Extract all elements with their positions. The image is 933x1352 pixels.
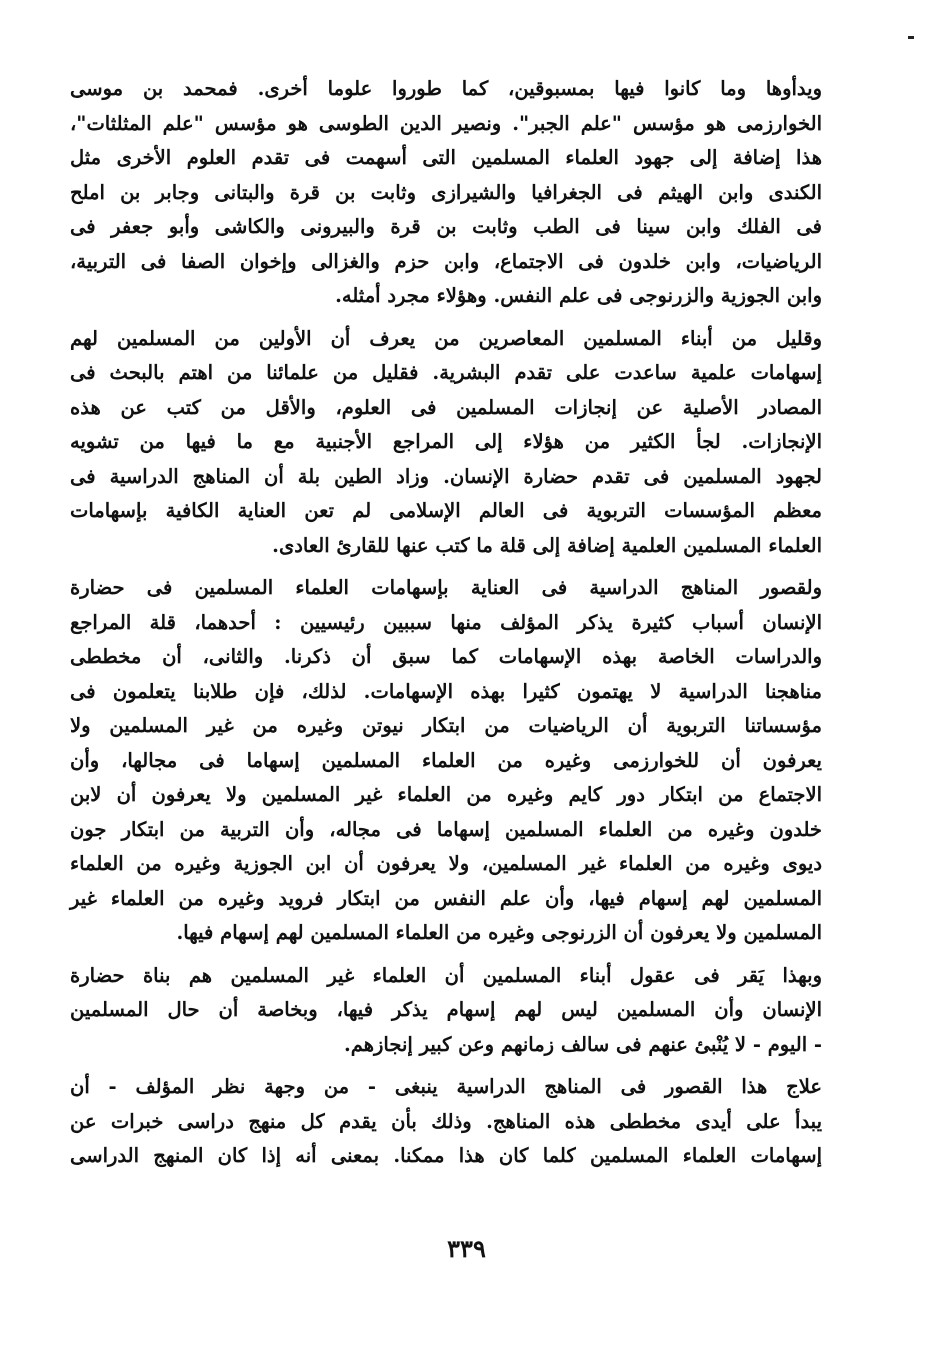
paragraph-1 <box>70 72 822 314</box>
text-line: ديوى وغيره من العلماء غير المسلمين، ولا يعرفون أن ابن الجوزية وغيره من العلماء <box>70 852 822 875</box>
text-line: المسلمين ولا يعرفون أن الزرنوجى وغيره من العلماء المسلمين لهم إسهام فيها. <box>176 921 822 944</box>
text-line: معظم المؤسسات التربوية فى العالم الإسلامى لم تعن العناية الكافية بإسهامات <box>70 499 822 522</box>
text-line: المسلمين لهم إسهام فيها، وأن علم النفس من ابتكار فرويد وغيره من العلماء غير <box>70 886 822 910</box>
text-line: الاجتماع من ابتكار دور كايم وغيره من العلماء غير المسلمين ولا يعرفون أن لابن <box>70 783 822 806</box>
text-line: فى الفلك وابن سينا فى الطب وثابت بن قرة والبيرونى والكاشى وأبو جعفر فى <box>70 215 822 238</box>
page-body <box>70 72 822 1182</box>
text-line: والدراسات الخاصة بهذه الإسهامات كما سبق أن ذكرنا. والثانى، أن مخططى <box>70 645 822 668</box>
text-line: هذا إضافة إلى جهود العلماء المسلمين التى أسهمت فى تقدم العلوم الأخرى مثل <box>70 146 822 169</box>
text-line: لجهود المسلمين فى تقدم حضارة الإنسان. وزاد الطين بلة أن المناهج الدراسية فى <box>70 464 822 488</box>
text-line: العلماء المسلمين العلمية إضافة إلى قلة ما كتب عنها للقارئ العادى. <box>272 533 822 557</box>
text-line: ويدأوها وما كانوا فيها بمسبوقين، كما طوروا علوما أخرى. فمحمد بن موسى <box>70 77 822 100</box>
text-line: وبهذا يَقر فى عقول أبناء المسلمين أن العلماء غير المسلمين هم بناة حضارة <box>70 963 822 987</box>
text-line: الرياضيات، وابن خلدون فى الاجتماع، وابن حزم والغزالى وإخوان الصفا فى التربية، <box>70 249 822 273</box>
paragraph-2 <box>70 322 822 564</box>
text-line: ولقصور المناهج الدراسية فى العناية بإسهامات العلماء المسلمين فى حضارة <box>70 576 822 599</box>
page-number: ٣٣٩ <box>447 1234 486 1263</box>
text-line: إسهامات علمية ساعدت على تقدم البشرية. فقليل من علمائنا من اهتم بالبحث فى <box>70 361 822 384</box>
text-line: وقليل من أبناء المسلمين المعاصرين من يعرف أن الأولين من المسلمين لهم <box>70 326 822 350</box>
text-line: علاج هذا القصور فى المناهج الدراسية ينبغى - من وجهة نظر المؤلف - أن <box>70 1075 822 1098</box>
text-line: مؤسساتنا التربوية أن الرياضيات من ابتكار نيوتن وغيره من غير المسلمين ولا <box>70 714 822 737</box>
paragraph-5 <box>70 1070 822 1174</box>
text-line: يعرفون أن للخوارزمى وغيره من العلماء المسلمين إسهاما فى مجالها، وأن <box>70 748 822 772</box>
text-line: - اليوم - لا يُنْبئ عنهم فى سالف زمانهم وعن كبير إنجازهم. <box>343 1032 822 1056</box>
text-line: مناهجنا الدراسية لا يهتمون كثيرا بهذه الإسهامات. لذلك، فإن طلابنا يتعلمون فى <box>70 679 822 703</box>
text-line: إسهامات العلماء المسلمين كلما كان هذا ممكنا. بمعنى أنه إذا كان المنهج الدراسى <box>70 1144 822 1167</box>
paragraph-3 <box>70 571 822 951</box>
text-line: خلدون وغيره من العلماء المسلمين إسهاما فى مجاله، وأن التربية من ابتكار جون <box>70 817 822 841</box>
text-line: الإنجازات. لجأ الكثير من هؤلاء إلى المراجع الأجنبية مع ما فيها من تشويه <box>70 430 822 453</box>
text-line: الخوارزمى هو مؤسس "علم الجبر". ونصير الدين الطوسى هو مؤسس "علم المثلثات"، <box>70 111 822 135</box>
paragraph-4 <box>70 959 822 1063</box>
scan-mark <box>908 36 914 39</box>
text-line: الإنسان وأن المسلمين ليس لهم إسهام يذكر فيها، وبخاصة أن حال المسلمين <box>70 998 822 1021</box>
text-line: وابن الجوزية والزرنوجى فى علم النفس. وهؤلاء مجرد أمثله. <box>335 284 822 307</box>
text-line: المصادر الأصلية عن إنجازات المسلمين فى العلوم، والأقل من كتب عن هذه <box>70 395 822 419</box>
text-line: الكندى وابن الهيثم فى الجغرافيا والشيرازى وثابت بن قرة والبتانى وجابر بن املح <box>70 180 822 204</box>
text-line: يبدأ على أيدى مخططى هذه المناهج. وذلك بأن يقدم كل منهج دراسى خبرات عن <box>70 1109 822 1133</box>
text-line: الإنسان أسباب كثيرة يذكر المؤلف منها سببين رئيسيين : أحدهما، قلة المراجع <box>70 610 822 634</box>
